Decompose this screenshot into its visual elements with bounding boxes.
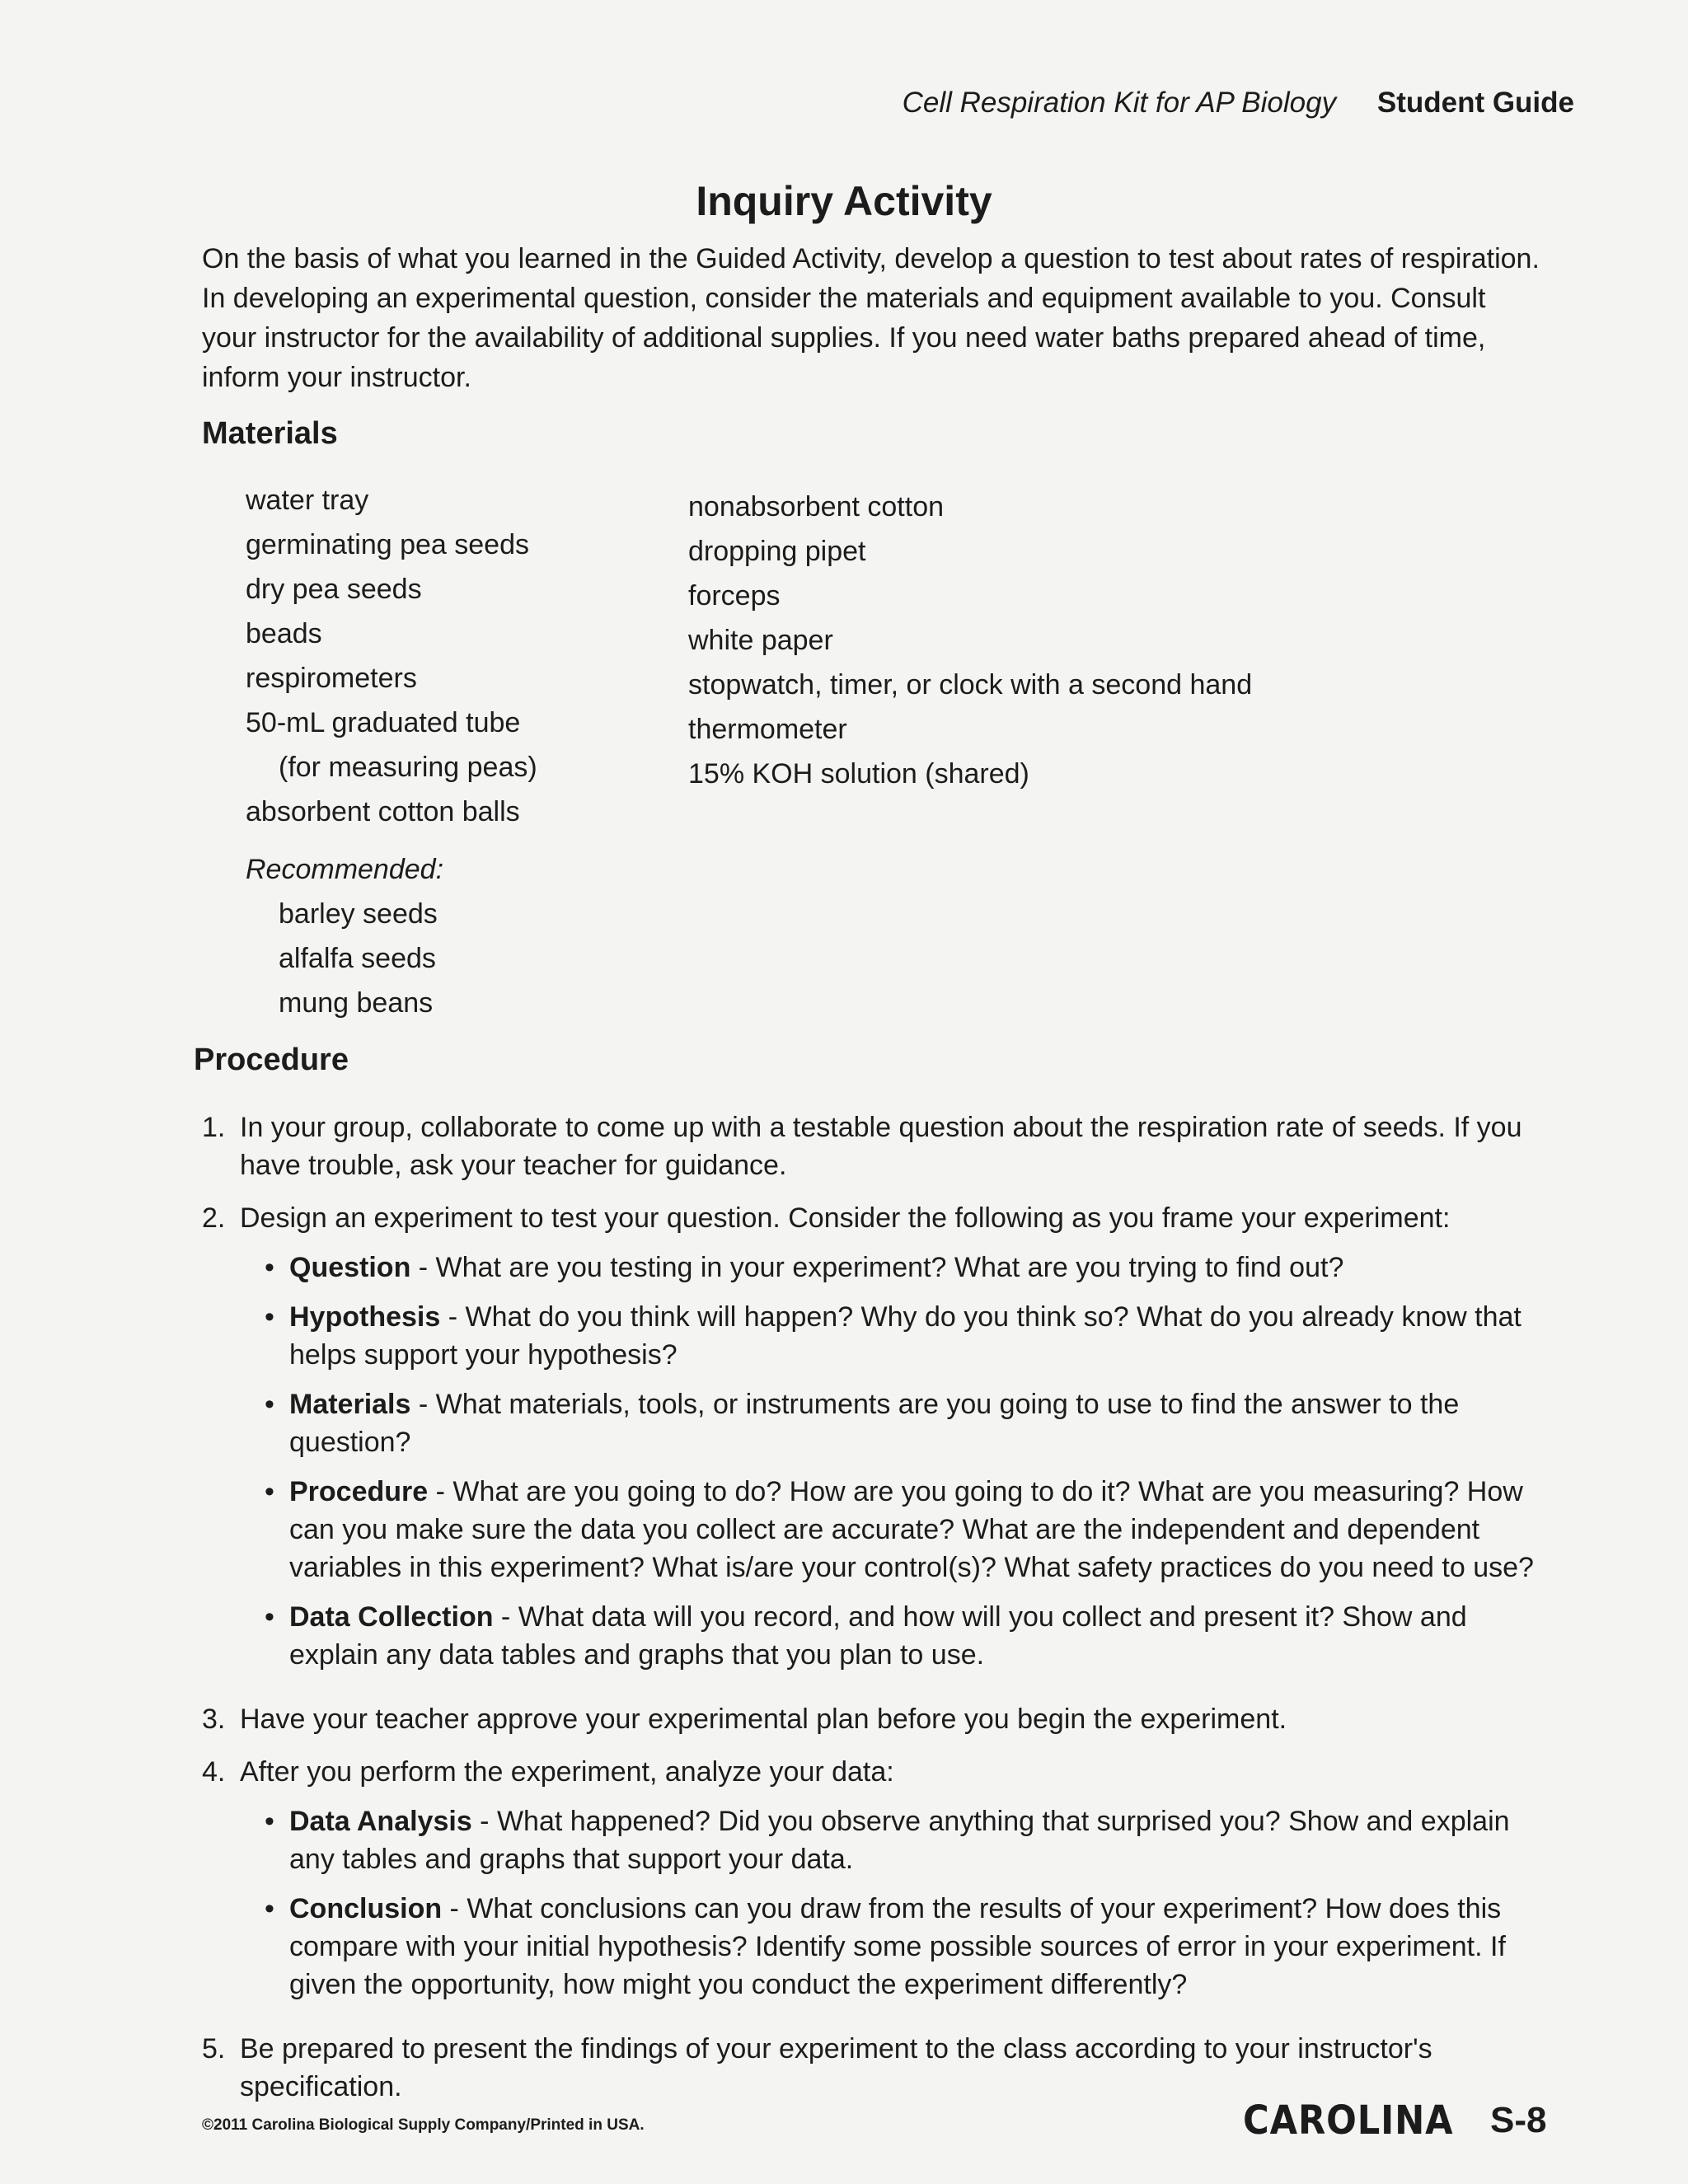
step-number: 3. bbox=[202, 1704, 226, 1735]
recommended-item: barley seeds bbox=[279, 898, 438, 930]
bullet-text: - What are you testing in your experiment? What are you trying to find out? bbox=[410, 1252, 1344, 1283]
step-text: After you perform the experiment, analyze your data: bbox=[240, 1756, 894, 1788]
page-number: S-8 bbox=[1490, 2100, 1547, 2140]
material-item: absorbent cotton balls bbox=[246, 796, 520, 827]
step-text: Design an experiment to test your question. Consider the following as you frame your experiment: bbox=[240, 1202, 1451, 1234]
bullet-item bbox=[265, 1473, 1545, 1586]
bullet-text: - What materials, tools, or instruments are you going to use to find the answer to the question? bbox=[289, 1389, 1460, 1458]
bullet-text: - What happened? Did you observe anything that surprised you? Show and explain any tables and graphs that support your data. bbox=[289, 1806, 1510, 1875]
page-header bbox=[903, 87, 1574, 120]
recommended-label: Recommended: bbox=[246, 854, 444, 885]
bullet-term: Hypothesis bbox=[289, 1301, 441, 1333]
material-item: 50-mL graduated tube bbox=[246, 707, 521, 738]
material-item-note: (for measuring peas) bbox=[279, 752, 537, 783]
bullet-text: - What data will you record, and how will you collect and present it? Show and explain any data tables and graphs that you plan to use. bbox=[289, 1601, 1467, 1671]
bullet-item bbox=[265, 1802, 1545, 1878]
material-item: dry pea seeds bbox=[246, 574, 422, 605]
bullet-item bbox=[265, 1598, 1545, 1674]
bullet-text: - What do you think will happen? Why do you think so? What do you already know that helps support your hypothesis? bbox=[289, 1301, 1522, 1371]
bullet-text: - What conclusions can you draw from the results of your experiment? How does this compare with your initial hypothesis? Identify some possible sources of error in your experiment. If given the opportunity, how might you conduct the experiment differently? bbox=[289, 1893, 1506, 2000]
materials-list-left bbox=[246, 478, 674, 1025]
step-text: Be prepared to present the findings of your experiment to the class according to your instructor's specification. bbox=[240, 2033, 1432, 2102]
bullet-term: Data Analysis bbox=[289, 1806, 472, 1837]
bullet-item bbox=[265, 1249, 1545, 1286]
step-text: In your group, collaborate to come up with a testable question about the respiration rate of seeds. If you have trouble, ask your teacher for guidance. bbox=[240, 1112, 1522, 1181]
bullet-term: Materials bbox=[289, 1389, 411, 1420]
procedure-step bbox=[202, 2030, 1545, 2106]
step-number: 4. bbox=[202, 1756, 226, 1788]
material-item: forceps bbox=[688, 580, 781, 612]
carolina-logo: CAROLINA bbox=[1243, 2097, 1454, 2144]
step-number: 1. bbox=[202, 1112, 226, 1143]
bullet-term: Procedure bbox=[289, 1476, 429, 1507]
bullet-item bbox=[265, 1890, 1545, 2004]
materials-heading: Materials bbox=[202, 416, 338, 451]
material-item: nonabsorbent cotton bbox=[688, 491, 945, 523]
recommended-item: mung beans bbox=[279, 987, 434, 1019]
step-number: 5. bbox=[202, 2033, 226, 2064]
procedure-heading: Procedure bbox=[194, 1043, 349, 1077]
bullet-text: - What are you going to do? How are you going to do it? What are you measuring? How can you make sure the data you collect are accurate? What are the independent and dependent variables in this experiment? What is/are your control(s)? What safety practices do you need to use? bbox=[289, 1476, 1534, 1583]
procedure-step bbox=[202, 1199, 1545, 1685]
material-item: 15% KOH solution (shared) bbox=[688, 758, 1029, 790]
step-bullet-list bbox=[240, 1802, 1545, 2004]
guide-label: Student Guide bbox=[1376, 87, 1574, 119]
bullet-item bbox=[265, 1385, 1545, 1461]
recommended-item: alfalfa seeds bbox=[279, 943, 436, 974]
step-number: 2. bbox=[202, 1202, 226, 1234]
procedure-step bbox=[202, 1108, 1545, 1184]
bullet-term: Conclusion bbox=[289, 1893, 443, 1924]
material-item: thermometer bbox=[688, 714, 847, 745]
material-item: white paper bbox=[688, 625, 833, 656]
intro-paragraph: On the basis of what you learned in the Guided Activity, develop a question to test about rates of respiration. In developing an experimental question, consider the materials and equipment available to you. Consult your instructor for the availability of additional supplies. If you need water baths prepared ahead of time, inform your instructor. bbox=[202, 243, 1540, 393]
copyright-text: ©2011 Carolina Biological Supply Company/Printed in USA. bbox=[202, 2116, 645, 2134]
bullet-term: Data Collection bbox=[289, 1601, 494, 1633]
procedure-steps bbox=[202, 1108, 1545, 2121]
material-item: respirometers bbox=[246, 663, 417, 694]
page-title: Inquiry Activity bbox=[696, 178, 992, 224]
material-item: dropping pipet bbox=[688, 536, 866, 567]
material-item: water tray bbox=[246, 485, 369, 516]
bullet-term: Question bbox=[289, 1252, 411, 1283]
procedure-step bbox=[202, 1700, 1545, 1738]
bullet-item bbox=[265, 1298, 1545, 1374]
material-item: stopwatch, timer, or clock with a second hand bbox=[688, 669, 1253, 701]
procedure-step bbox=[202, 1753, 1545, 2015]
step-bullet-list bbox=[240, 1249, 1545, 1674]
material-item: germinating pea seeds bbox=[246, 529, 530, 560]
step-text: Have your teacher approve your experimental plan before you begin the experiment. bbox=[240, 1704, 1287, 1735]
materials-list-right bbox=[688, 485, 1430, 796]
kit-title: Cell Respiration Kit for AP Biology bbox=[902, 87, 1337, 119]
material-item: beads bbox=[246, 618, 322, 649]
